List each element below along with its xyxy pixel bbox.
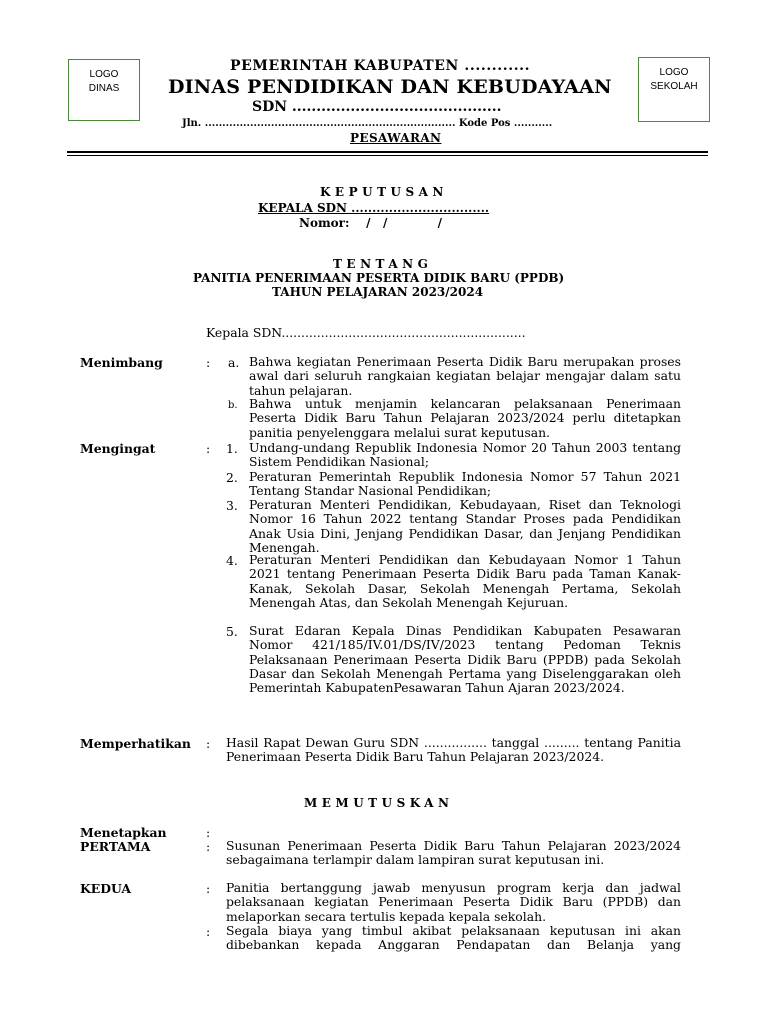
title-memutuskan: MEMUTUSKAN (304, 796, 454, 810)
mengingat-marker-1: 1. (226, 441, 238, 456)
kop-pemerintah: PEMERINTAH KABUPATEN ............ (230, 58, 531, 74)
title-subject-2: TAHUN PELAJARAN 2023/2024 (272, 285, 484, 299)
menimbang-marker-b: b. (228, 400, 238, 411)
kop-sdn: SDN ........................................... (252, 99, 502, 115)
mengingat-marker-5: 5. (226, 624, 238, 639)
opening-kepala-sdn: Kepala SDN.............................................................. (206, 325, 526, 340)
colon-ketiga: : (206, 924, 211, 939)
colon-memperhatikan: : (206, 736, 211, 751)
mengingat-item-2: Peraturan Pemerintah Republik Indonesia Nomor 57 Tahun 2021 Tentang Standar Nasional Pendidikan; (249, 469, 681, 499)
title-subject-1: PANITIA PENERIMAAN PESERTA DIDIK BARU (PPDB) (193, 271, 565, 285)
letterhead-rule-thin (67, 155, 708, 156)
colon-kedua: : (206, 881, 211, 896)
mengingat-marker-4: 4. (226, 553, 238, 568)
logo-sekolah-placeholder (638, 57, 710, 122)
kop-dinas: DINAS PENDIDIKAN DAN KEBUDAYAAN (168, 76, 612, 98)
mengingat-item-3: Peraturan Menteri Pendidikan, Kebudayaan, Riset dan Teknologi Nomor 16 Tahun 2022 tentang Standar Proses pada Pendidikan Anak Usia Dini, Jenjang Pendidikan Dasar, dan Jenjang Pendidikan Menengah. (249, 497, 681, 555)
label-pertama: PERTAMA (80, 839, 151, 854)
colon-mengingat: : (206, 441, 211, 456)
label-memperhatikan: Memperhatikan (80, 736, 191, 751)
logo-dinas-placeholder (68, 59, 140, 121)
label-menetapkan: Menetapkan (80, 825, 167, 840)
mengingat-marker-3: 3. (226, 498, 238, 513)
kop-alamat: Jln. ........................................................................ Kode Pos ........... (182, 118, 553, 129)
title-keputusan: KEPUTUSAN (320, 185, 448, 199)
mengingat-item-1: Undang-undang Republik Indonesia Nomor 20 Tahun 2003 tentang Sistem Pendidikan Nasional; (249, 440, 681, 470)
logo-sekolah-line-2: SEKOLAH (650, 81, 698, 92)
menimbang-marker-a: a. (228, 355, 240, 370)
kedua-text: Panitia bertanggung jawab menyusun program kerja dan jadwal pelaksanaan kegiatan Penerimaan Peserta Didik Baru (PPDB) dan melaporkan secara tertulis kepada kepala sekolah. (226, 880, 681, 924)
menimbang-item-b: Bahwa untuk menjamin kelancaran pelaksanaan Penerimaan Peserta Didik Baru Tahun Pelajaran 2023/2024 perlu ditetapkan panitia penyelenggara melalui surat keputusan. (249, 396, 681, 440)
label-mengingat: Mengingat (80, 441, 156, 456)
label-kedua: KEDUA (80, 881, 131, 896)
mengingat-item-4: Peraturan Menteri Pendidikan dan Kebudayaan Nomor 1 Tahun 2021 tentang Penerimaan Peserta Didik Baru pada Taman Kanak-Kanak, Sekolah Dasar, Sekolah Menengah Pertama, Sekolah Menengah Atas, dan Sekolah Menengah Kejuruan. (249, 552, 681, 610)
ketiga-text: Segala biaya yang timbul akibat pelaksanaan keputusan ini akan dibebankan kepada Anggaran Pendapatan dan Belanja yang (226, 923, 681, 953)
colon-menetapkan: : (206, 825, 211, 840)
mengingat-marker-2: 2. (226, 470, 238, 485)
title-nomor: Nomor: / / / (299, 216, 442, 230)
colon-menimbang: : (206, 355, 211, 370)
logo-dinas-line-1: LOGO (89, 69, 119, 80)
kop-kabupaten: PESAWARAN (350, 131, 442, 145)
memperhatikan-text: Hasil Rapat Dewan Guru SDN ................ tanggal ......... tentang Panitia Penerimaan Peserta Didik Baru Tahun Pelajaran 2023/2024. (226, 735, 681, 765)
letterhead-rule-thick (67, 151, 708, 153)
logo-sekolah-line-1: LOGO (659, 67, 689, 78)
title-tentang: TENTANG (333, 257, 433, 271)
menimbang-item-a: Bahwa kegiatan Penerimaan Peserta Didik Baru merupakan proses awal dari seluruh rangkaian kegiatan belajar mengajar dalam satu tahun pelajaran. (249, 354, 681, 398)
title-kepala-sdn: KEPALA SDN ................................. (258, 201, 490, 215)
colon-pertama: : (206, 839, 211, 854)
pertama-text: Susunan Penerimaan Peserta Didik Baru Tahun Pelajaran 2023/2024 sebagaimana terlampir dalam lampiran surat keputusan ini. (226, 838, 681, 868)
logo-dinas-line-2: DINAS (88, 83, 120, 94)
mengingat-item-5: Surat Edaran Kepala Dinas Pendidikan Kabupaten Pesawaran Nomor 421/185/IV.01/DS/IV/2023 tentang Pedoman Teknis Pelaksanaan Penerimaan Peserta Didik Baru (PPDB) pada Sekolah Dasar dan Sekolah Menengah Pertama yang Diselenggarakan oleh Pemerintah KabupatenPesawaran Tahun Ajaran 2023/2024. (249, 623, 681, 696)
label-menimbang: Menimbang (80, 355, 163, 370)
